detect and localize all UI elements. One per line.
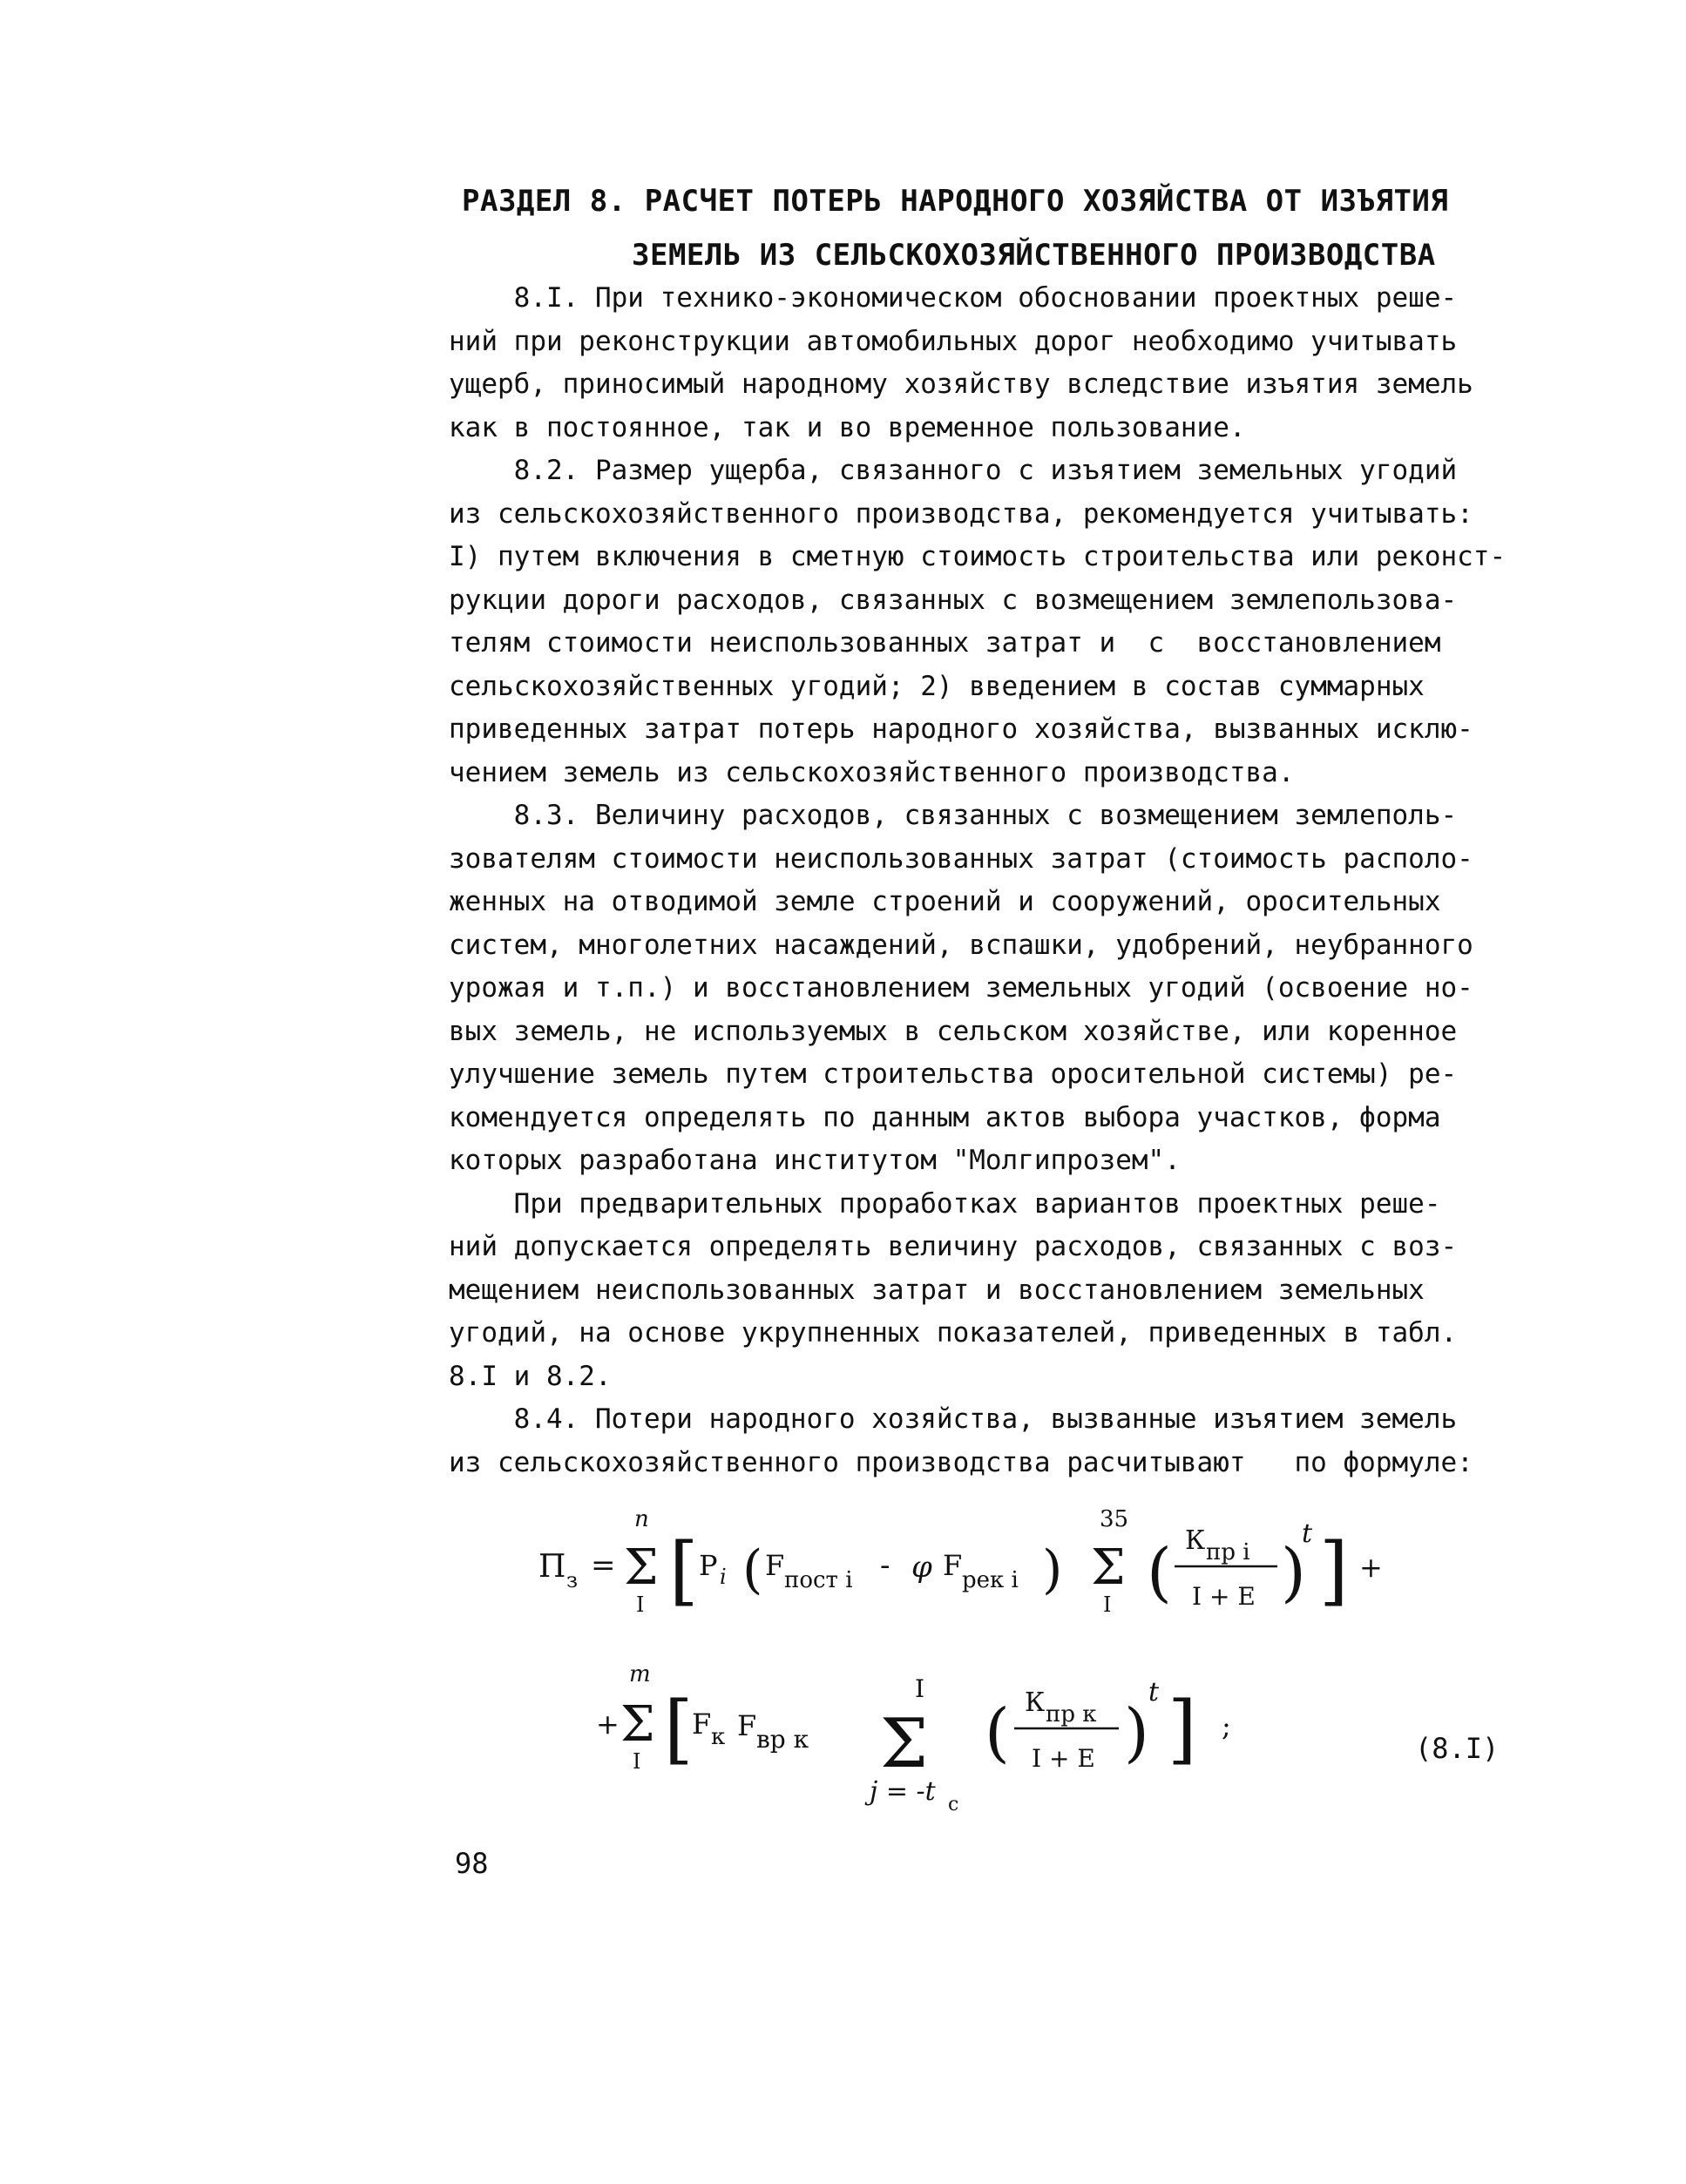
bracket-left-2: [ xyxy=(664,1686,694,1773)
F-vr-sub: вр к xyxy=(756,1725,809,1754)
frac1-num: К xyxy=(1185,1525,1206,1556)
text-line: 8.3. Величину расходов, связанных с возмещением землеполь- xyxy=(449,800,1458,831)
sum2-sign: Σ xyxy=(1091,1539,1126,1596)
sum4-lower: j = -t xyxy=(870,1776,936,1807)
frac1-num-sub: пр i xyxy=(1206,1539,1250,1565)
text-line: рукции дороги расходов, связанных с возмещением землепользова- xyxy=(449,584,1458,616)
phi-symbol: φ xyxy=(911,1550,932,1585)
plus-sign-1: + xyxy=(1359,1551,1383,1584)
text-line: комендуется определять по данным актов выбора участков, форма xyxy=(449,1101,1441,1133)
exp-t-1: t xyxy=(1302,1518,1313,1549)
sum4-upper: I xyxy=(915,1674,925,1703)
text-line: угодий, на основе укрупненных показателей, приведенных в табл. xyxy=(449,1317,1458,1349)
bracket-left-1: [ xyxy=(669,1527,699,1614)
F-k: F xyxy=(692,1707,712,1741)
text-line: 8.I и 8.2. xyxy=(449,1360,612,1392)
paren-right-1: ) xyxy=(1042,1539,1063,1600)
frac2-num: К xyxy=(1025,1687,1046,1718)
text-line: 8.2. Размер ущерба, связанного с изъятием земельных угодий xyxy=(449,455,1458,486)
sum1-upper: n xyxy=(634,1506,649,1532)
frac1-den: I + E xyxy=(1192,1582,1256,1611)
sum3-sign: Σ xyxy=(620,1696,655,1753)
text-line: ний допускается определять величину расходов, связанных с воз- xyxy=(449,1231,1458,1262)
text-line: систем, многолетних насаждений, вспашки, удобрений, неубранного xyxy=(449,929,1473,961)
F-k-sub: к xyxy=(711,1724,726,1750)
paren-right-2: ) xyxy=(1281,1535,1306,1610)
P-symbol: P xyxy=(699,1549,718,1582)
sum1-sign: Σ xyxy=(624,1539,659,1596)
F-post-sub: пост i xyxy=(784,1567,853,1593)
text-line: мещением неиспользованных затрат и восстановлением земельных xyxy=(449,1274,1425,1306)
sum2-lower: I xyxy=(1103,1592,1112,1617)
text-line: телям стоимости неиспользованных затрат и с восстановлением xyxy=(449,627,1441,659)
text-line: ний при реконструкции автомобильных дорог необходимо учитывать xyxy=(449,325,1458,357)
paren-left-2: ( xyxy=(1147,1535,1172,1610)
text-line: I) путем включения в сметную стоимость строительства или реконст- xyxy=(449,541,1507,572)
frac2-num-sub: пр к xyxy=(1046,1701,1097,1728)
heading-line-1: РАЗДЕЛ 8. РАСЧЕТ ПОТЕРЬ НАРОДНОГО ХОЗЯЙСТВА ОТ ИЗЪЯТИЯ xyxy=(462,184,1449,219)
text-line: сельскохозяйственных угодий; 2) введением в состав суммарных xyxy=(449,670,1425,702)
formula-semicolon: ; xyxy=(1222,1709,1231,1742)
formula-lhs-sub: з xyxy=(566,1568,579,1592)
text-line: приведенных затрат потерь народного хозяйства, вызванных исклю- xyxy=(449,713,1473,745)
text-line: из сельскохозяйственного производства расчитывают по формуле: xyxy=(449,1446,1473,1478)
F-post: F xyxy=(765,1549,785,1582)
text-line: чением земель из сельскохозяйственного производства. xyxy=(449,756,1295,788)
text-line: из сельскохозяйственного производства, рекомендуется учитывать: xyxy=(449,497,1473,530)
paren-left-3: ( xyxy=(985,1695,1010,1770)
frac2-den: I + E xyxy=(1032,1744,1095,1773)
text-line: которых разработана институтом "Молгипрозем". xyxy=(449,1145,1181,1176)
sum3-upper: m xyxy=(629,1661,651,1687)
text-line: ущерб, приносимый народному хозяйству вследствие изъятия земель xyxy=(449,369,1473,400)
exp-t-2: t xyxy=(1148,1677,1160,1707)
heading-line-2: ЗЕМЕЛЬ ИЗ СЕЛЬСКОХОЗЯЙСТВЕННОГО ПРОИЗВОДСТВА xyxy=(632,238,1436,273)
text-line: урожая и т.п.) и восстановлением земельных угодий (освоение но- xyxy=(449,972,1473,1004)
P-sub: i xyxy=(720,1565,727,1589)
F-rek: F xyxy=(943,1549,963,1582)
sum3-lower: I xyxy=(633,1749,641,1774)
paren-left-1: ( xyxy=(742,1539,763,1600)
text-line: 8.4. Потери народного хозяйства, вызванные изъятием земель xyxy=(449,1403,1458,1435)
text-line: вых земель, не используемых в сельском хозяйстве, или коренное xyxy=(449,1015,1458,1047)
sum2-upper: 35 xyxy=(1100,1506,1129,1532)
text-line: 8.I. При технико-экономическом обосновании проектных реше- xyxy=(449,282,1458,314)
formula-equals: = xyxy=(591,1548,616,1583)
formula-number: (8.I) xyxy=(1415,1732,1500,1765)
minus-sign: - xyxy=(880,1548,890,1583)
text-line: улучшение земель путем строительства оросительной системы) ре- xyxy=(449,1058,1458,1090)
sum4-lower-sub: c xyxy=(948,1794,959,1815)
formula-lhs: П xyxy=(538,1549,566,1585)
F-vr: F xyxy=(737,1709,757,1742)
text-line: как в постоянное, так и во временное пользование. xyxy=(449,411,1246,443)
text-line: При предварительных проработках вариантов проектных реше- xyxy=(449,1187,1441,1220)
page-number: 98 xyxy=(455,1847,489,1880)
bracket-right-2: ] xyxy=(1168,1686,1197,1773)
F-rek-sub: рек i xyxy=(962,1567,1019,1593)
sum4-sign: Σ xyxy=(880,1705,929,1783)
paren-right-3: ) xyxy=(1124,1695,1149,1770)
plus-sign-2: + xyxy=(596,1707,620,1741)
sum1-lower: I xyxy=(636,1592,645,1617)
bracket-right-1: ] xyxy=(1319,1527,1349,1614)
text-line: женных на отводимой земле строений и сооружений, оросительных xyxy=(449,886,1441,917)
text-line: зователям стоимости неиспользованных затрат (стоимость располо- xyxy=(449,842,1473,875)
